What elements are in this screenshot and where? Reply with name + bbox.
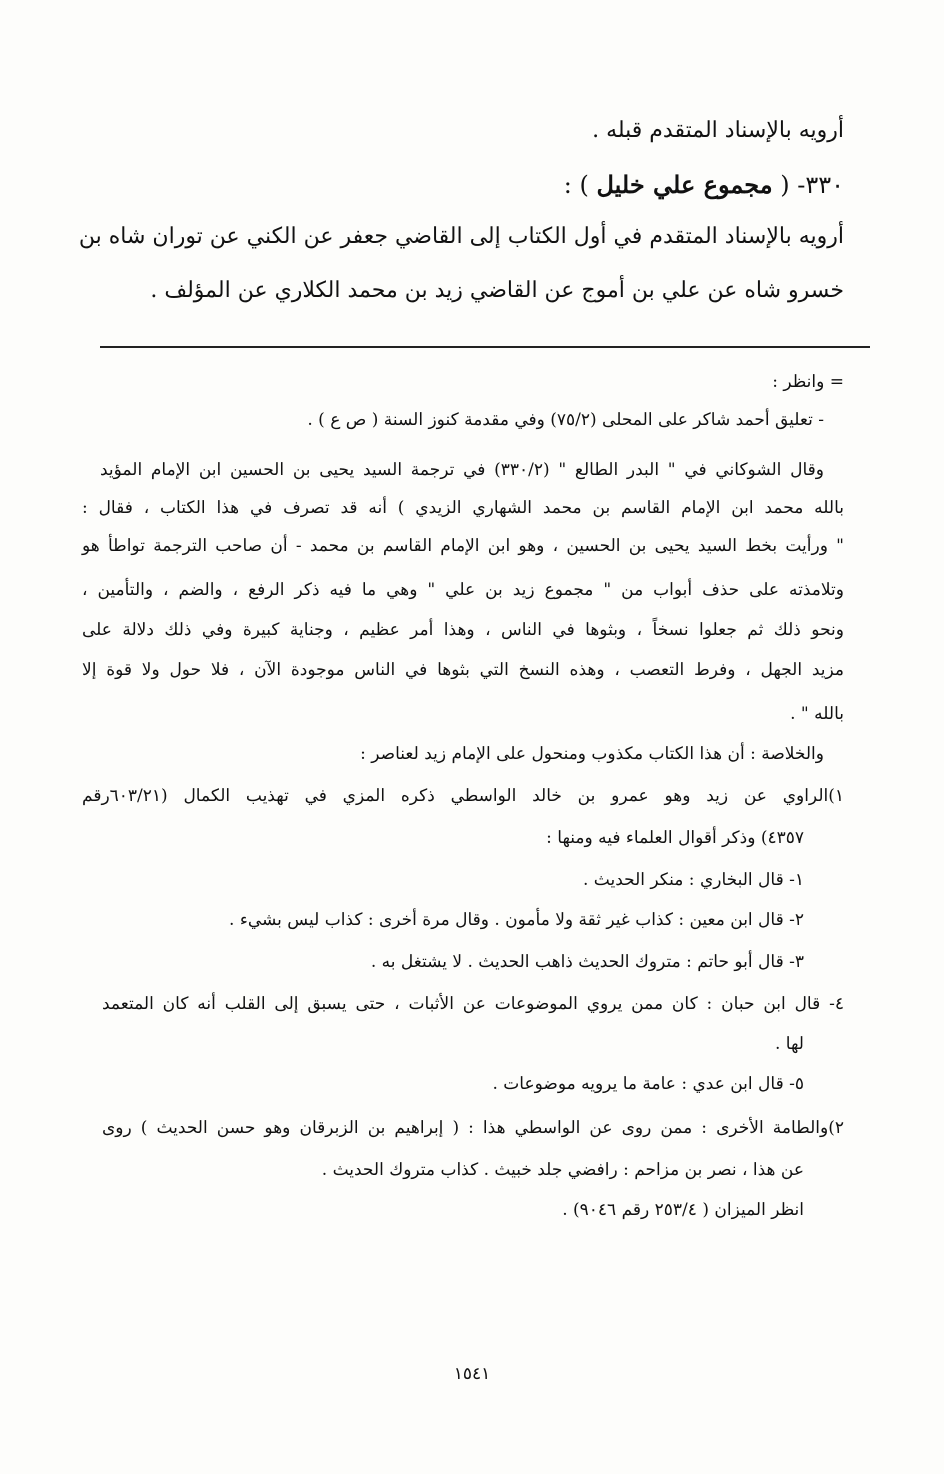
heading-title: مجموع علي خليل xyxy=(596,170,773,199)
footnote-line: ٤٣٥٧) وذكر أقوال العلماء فيه ومنها : xyxy=(546,828,804,848)
heading-end: ) : xyxy=(563,171,589,199)
footnote-conclusion: والخلاصة : أن هذا الكتاب مكذوب ومنحول على الإمام زيد لعناصر : xyxy=(360,744,824,764)
heading-number: ٣٣٠- ( xyxy=(780,171,844,199)
footnote-line: - تعليق أحمد شاكر على المحلى (٧٥/٢) وفي مقدمة كنوز السنة ( ص ع ) . xyxy=(307,410,824,430)
footnote-line: بالله " . xyxy=(790,704,844,724)
footnote-separator xyxy=(100,346,870,348)
footnote-line: وتلامذته على حذف أبواب من " مجموع زيد بن علي " وهي ما فيه ذكر الرفع ، والضم ، والتأمين ، xyxy=(82,580,844,600)
footnote-line: ونحو ذلك ثم جعلوا نسخاً ، وبثوها في الناس ، وهذا أمر عظيم ، وجناية كبيرة وفي ذلك دلالة على xyxy=(82,620,844,640)
page-number: ١٥٤١ xyxy=(453,1364,491,1384)
footnote-list-item: ١- قال البخاري : منكر الحديث . xyxy=(582,870,804,890)
footnote-line: وقال الشوكاني في " البدر الطالع " (٣٣٠/٢) في ترجمة السيد يحيى بن الحسين ابن الإمام المؤيد xyxy=(100,460,824,480)
main-text-line: خسرو شاه عن علي بن أموج عن القاضي زيد بن محمد الكلاري عن المؤلف . xyxy=(150,278,844,303)
footnote-line: عن هذا ، نصر بن مزاحم : رافضي جلد خبيث . كذاب متروك الحديث . xyxy=(321,1160,804,1180)
main-text-line: أرويه بالإسناد المتقدم في أول الكتاب إلى القاضي جعفر عن الكني عن توران شاه بن xyxy=(78,224,844,249)
footnote-line: مزيد الجهل ، وفرط التعصب ، وهذه النسخ التي بثوها في الناس موجودة الآن ، فلا حول ولا قوة إلا xyxy=(82,660,844,680)
footnote-list-item: ٣- قال أبو حاتم : متروك الحديث ذاهب الحديث . لا يشتغل به . xyxy=(370,952,804,972)
footnote-list-item: ٥- قال ابن عدي : عامة ما يرويه موضوعات . xyxy=(492,1074,804,1094)
footnote-line: ٢)والطامة الأخرى : ممن روى عن الواسطي هذا : ( إبراهيم بن الزبرقان وهو حسن الحديث ) روى xyxy=(102,1118,844,1138)
section-heading xyxy=(564,170,844,199)
footnote-line: بالله محمد ابن الإمام القاسم بن محمد الشهاري الزيدي ) أنه قد تصرف في هذا الكتاب ، فقال : xyxy=(82,498,844,518)
footnote-line: " ورأيت بخط السيد يحيى بن الحسين ، وهو ابن الإمام القاسم بن محمد - أن صاحب الترجمة تواطأ هو xyxy=(82,536,844,556)
main-text-line: أرويه بالإسناد المتقدم قبله . xyxy=(592,118,844,143)
footnote-line: لها . xyxy=(774,1034,804,1054)
footnote-line: = وانظر : xyxy=(772,372,844,392)
footnote-list-item: ٢- قال ابن معين : كذاب غير ثقة ولا مأمون . وقال مرة أخرى : كذاب ليس بشيء . xyxy=(229,910,804,930)
footnote-line: ١)الراوي عن زيد وهو عمرو بن خالد الواسطي ذكره المزي في تهذيب الكمال (٦٠٣/٢١رقم xyxy=(82,786,844,806)
footnote-list-item: ٤- قال ابن حبان : كان ممن يروي الموضوعات عن الأثبات ، حتى يسبق إلى القلب أنه كان المتعمد xyxy=(102,994,844,1014)
footnote-line: انظر الميزان ( ٢٥٣/٤ رقم ٩٠٤٦) . xyxy=(562,1200,804,1220)
